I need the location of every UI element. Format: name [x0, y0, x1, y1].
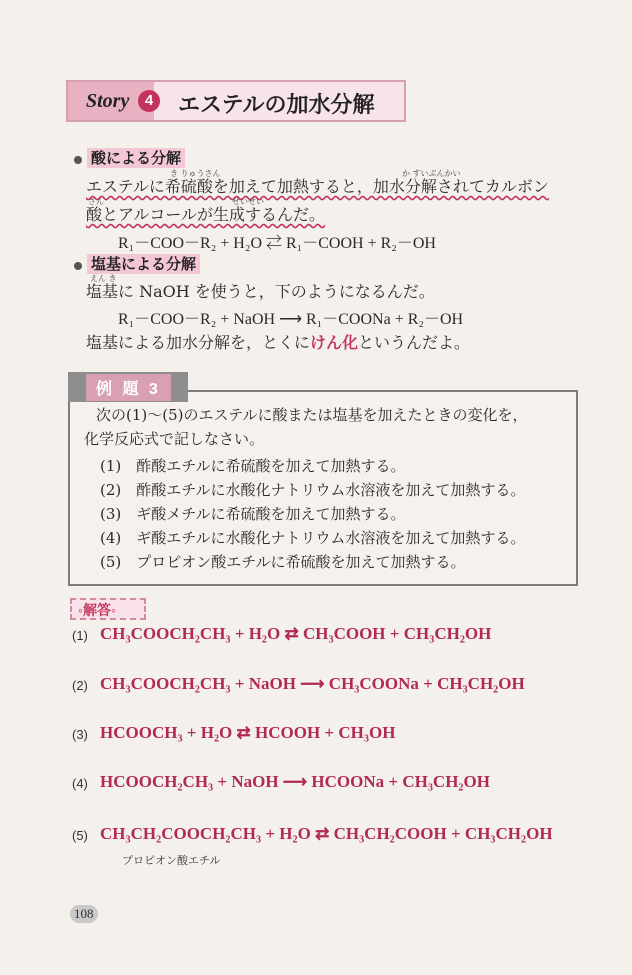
example-item	[100, 527, 525, 551]
section2-text-pre: 塩基による加水分解を，とくに	[86, 333, 311, 352]
example-item	[100, 455, 525, 479]
answer-note: プロピオン酸エチル	[122, 854, 221, 867]
bullet-icon	[74, 156, 82, 164]
answer-equation: HCOOCH₃ + H₂O ⇄ HCOOH + CH₃OH	[100, 723, 396, 742]
ruby-text: き りゅうさん	[170, 169, 221, 178]
example-item-text: ギ酸メチルに希硫酸を加えて加熱する。	[136, 505, 406, 523]
ruby-text: か すいぶんかい	[402, 169, 461, 178]
answer-equation: CH₃CH₂COOCH₂CH₃ + H₂O ⇄ CH₃CH₂COOH + CH₃CH₂OH	[100, 824, 553, 843]
bullet-icon	[74, 262, 82, 270]
answer-equation: CH₃COOCH₂CH₃ + NaOH ⟶ CH₃COONa + CH₃CH₂OH	[100, 674, 525, 693]
example-item-list	[100, 455, 525, 575]
example-tag	[68, 372, 188, 402]
example-item-text: 酢酸エチルに水酸化ナトリウム水溶液を加えて加熱する。	[136, 481, 526, 499]
answer-heading-box	[70, 598, 146, 620]
answer-number: (1)	[72, 628, 88, 643]
ruby-text: えん き	[90, 274, 117, 283]
story-number-badge: 4	[138, 90, 160, 112]
section1-text-line2	[86, 204, 325, 226]
example-item-num: (2)	[100, 481, 122, 499]
answer-number: (2)	[72, 678, 88, 693]
answer-number: (3)	[72, 727, 88, 742]
answer-heading: ◦解答◦	[78, 602, 116, 618]
example-item	[100, 479, 525, 503]
example-item-text: ギ酸エチルに水酸化ナトリウム水溶液を加えて加熱する。	[136, 529, 526, 547]
page-number: 108	[70, 905, 98, 923]
section-heading-acid: 酸による分解	[87, 148, 185, 168]
story-label: Story	[86, 90, 130, 112]
example-item-num: (4)	[100, 529, 122, 547]
ruby-text: さん	[88, 197, 104, 206]
story-title: エステルの加水分解	[178, 92, 375, 118]
section2-text-line3	[86, 332, 470, 354]
example-item-num: (5)	[100, 553, 122, 571]
story-header	[66, 80, 406, 122]
example-item-text: 酢酸エチルに希硫酸を加えて加熱する。	[136, 457, 406, 475]
section-heading-base: 塩基による分解	[87, 254, 200, 274]
answer-equation: CH₃COOCH₂CH₃ + H₂O ⇄ CH₃COOH + CH₃CH₂OH	[100, 624, 492, 643]
answer-equation: HCOOCH₂CH₃ + NaOH ⟶ HCOONa + CH₃CH₂OH	[100, 772, 490, 791]
example-item-num: (1)	[100, 457, 122, 475]
answer-number: (4)	[72, 776, 88, 791]
section1-equation: R₁－COO－R₂ + H₂O ⇄ R₁－COOH + R₂－OH	[118, 235, 436, 252]
section2-text-line1: 塩基に NaOH を使うと，下のようになるんだ。	[86, 282, 435, 301]
ruby-text: せいせい	[232, 197, 264, 206]
section1-text-line1: エステルに希硫酸を加えて加熱すると，加水分解されてカルボン	[86, 177, 549, 196]
section2-text-post: というんだよ。	[358, 333, 471, 352]
example-item	[100, 551, 525, 575]
example-intro-line1: 次の(1)～(5)のエステルに酸または塩基を加えたときの変化を，	[96, 406, 528, 424]
example-intro-line2: 化学反応式で記しなさい。	[84, 430, 265, 448]
example-item-text: プロピオン酸エチルに希硫酸を加えて加熱する。	[136, 553, 466, 571]
saponification-term: けん化	[310, 333, 359, 352]
section2-equation: R₁－COO－R₂ + NaOH ⟶ R₁－COONa + R₂－OH	[118, 311, 464, 328]
answer-number: (5)	[72, 828, 88, 843]
example-tag-label: 例 題 3	[86, 374, 171, 401]
example-item-num: (3)	[100, 505, 122, 523]
example-item	[100, 503, 525, 527]
section1-text-line2-content: 酸とアルコールが生成するんだ。	[86, 205, 326, 224]
